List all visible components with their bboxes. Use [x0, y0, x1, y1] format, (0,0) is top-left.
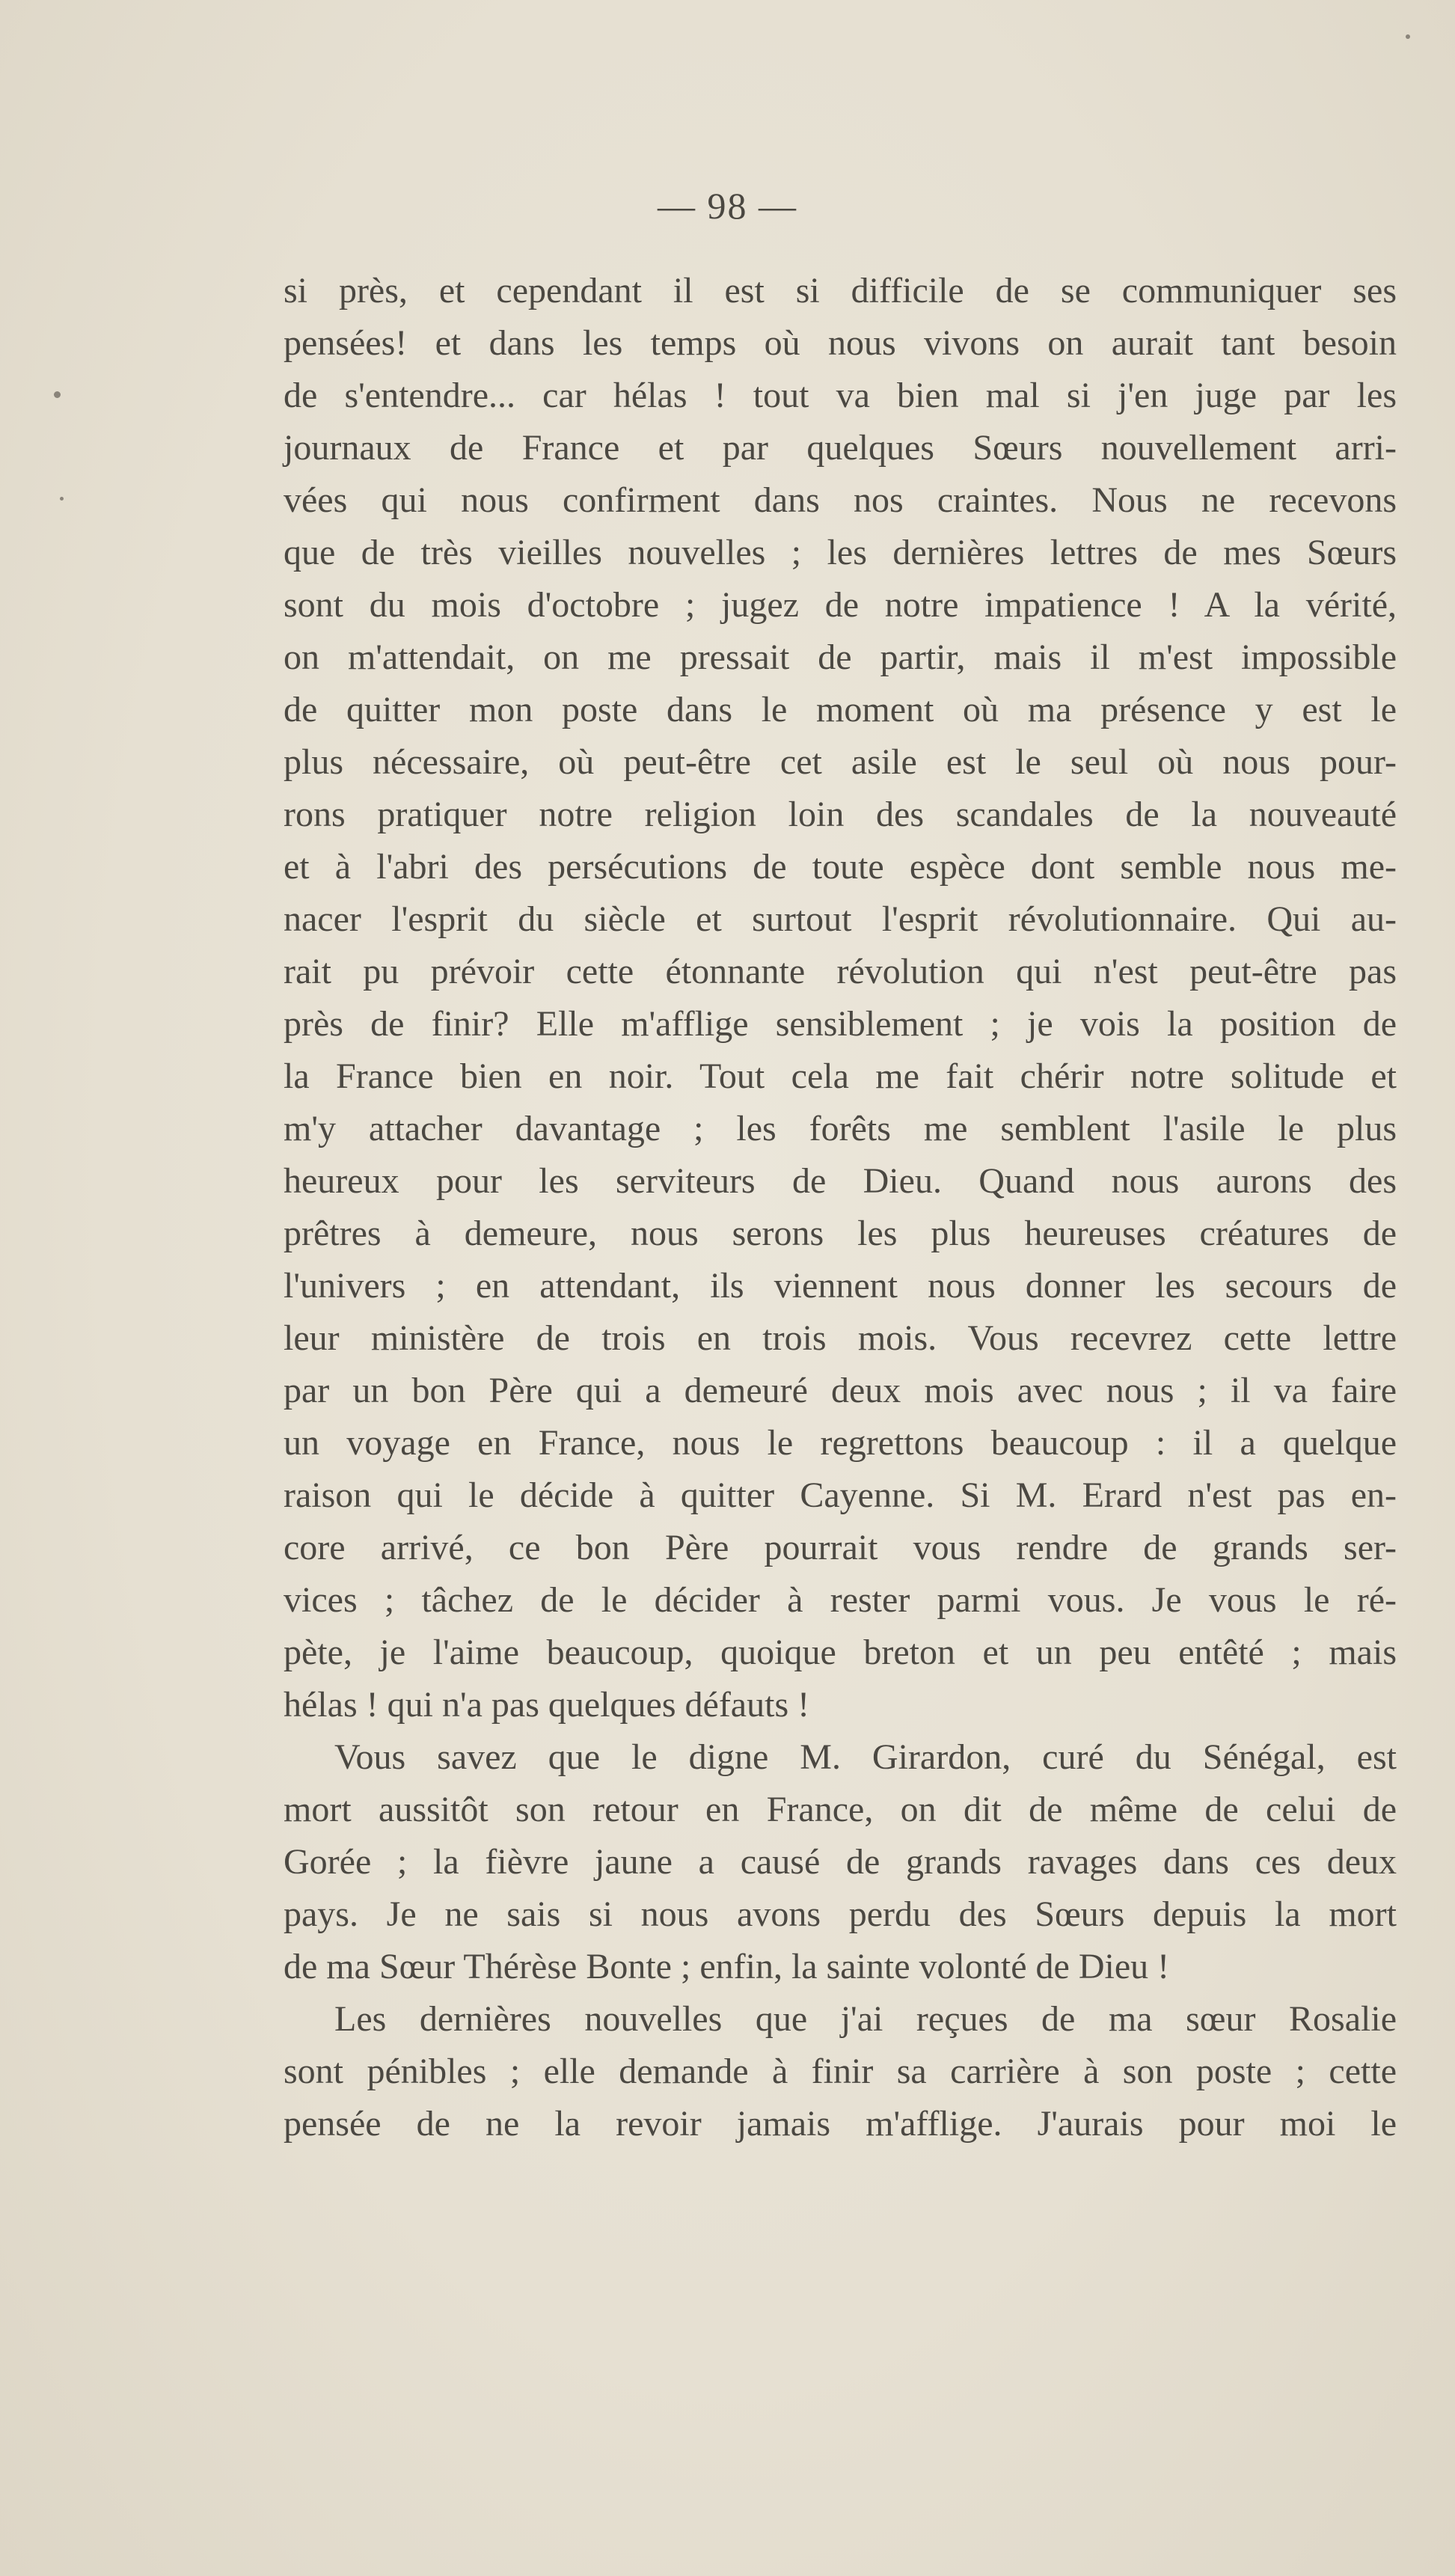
ink-speck	[1406, 34, 1410, 39]
text-line: leur ministère de trois en trois mois. Vous recevrez cette lettre	[284, 1318, 1397, 1358]
text-line: de s'entendre... car hélas ! tout va bien mal si j'en juge par les	[284, 376, 1397, 415]
paragraph-end-line: de ma Sœur Thérèse Bonte ; enfin, la sainte volonté de Dieu !	[284, 1947, 1170, 1986]
text-line: par un bon Père qui a demeuré deux mois avec nous ; il va faire	[284, 1371, 1397, 1410]
text-line: que de très vieilles nouvelles ; les dernières lettres de mes Sœurs	[284, 533, 1397, 572]
text-line: rons pratiquer notre religion loin des scandales de la nouveauté	[284, 795, 1397, 834]
text-line: pensée de ne la revoir jamais m'afflige. J'aurais pour moi le	[284, 2104, 1397, 2144]
paragraph-end-line: hélas ! qui n'a pas quelques défauts !	[284, 1685, 810, 1725]
text-line: rait pu prévoir cette étonnante révolution qui n'est peut-être pas	[284, 952, 1397, 991]
text-line: si près, et cependant il est si difficile de se communiquer ses	[284, 271, 1397, 310]
text-line: près de finir? Elle m'afflige sensiblement ; je vois la position de	[284, 1004, 1397, 1044]
text-line: un voyage en France, nous le regrettons beaucoup : il a quelque	[284, 1423, 1397, 1463]
text-line: mort aussitôt son retour en France, on dit de même de celui de	[284, 1790, 1397, 1829]
text-line: sont pénibles ; elle demande à finir sa carrière à son poste ; cette	[284, 2052, 1397, 2091]
text-line: raison qui le décide à quitter Cayenne. Si M. Erard n'est pas en-	[284, 1475, 1397, 1515]
text-line: l'univers ; en attendant, ils viennent nous donner les secours de	[284, 1266, 1397, 1306]
text-line: pays. Je ne sais si nous avons perdu des Sœurs depuis la mort	[284, 1894, 1397, 1934]
text-line: la France bien en noir. Tout cela me fait chérir notre solitude et	[284, 1056, 1397, 1096]
text-line: core arrivé, ce bon Père pourrait vous rendre de grands ser-	[284, 1528, 1397, 1567]
page-number: — 98 —	[658, 185, 797, 227]
paragraph-start-line: Vous savez que le digne M. Girardon, curé du Sénégal, est	[334, 1737, 1397, 1777]
text-line: sont du mois d'octobre ; jugez de notre impatience ! A la vérité,	[284, 585, 1397, 625]
text-line: vées qui nous confirment dans nos craintes. Nous ne recevons	[284, 480, 1397, 520]
text-line: nacer l'esprit du siècle et surtout l'esprit révolutionnaire. Qui au-	[284, 899, 1397, 939]
text-line: heureux pour les serviteurs de Dieu. Quand nous aurons des	[284, 1161, 1397, 1201]
text-line: prêtres à demeure, nous serons les plus heureuses créatures de	[284, 1214, 1397, 1253]
ink-speck	[60, 497, 64, 501]
text-line: pète, je l'aime beaucoup, quoique breton et un peu entêté ; mais	[284, 1633, 1397, 1672]
ink-speck	[54, 391, 61, 398]
text-line: plus nécessaire, où peut-être cet asile est le seul où nous pour-	[284, 742, 1397, 782]
text-line: pensées! et dans les temps où nous vivons on aurait tant besoin	[284, 323, 1397, 363]
body-text	[284, 265, 1397, 2150]
text-line: journaux de France et par quelques Sœurs nouvellement arri-	[284, 428, 1397, 468]
text-line: vices ; tâchez de le décider à rester parmi vous. Je vous le ré-	[284, 1580, 1397, 1620]
text-line: on m'attendait, on me pressait de partir, mais il m'est impossible	[284, 637, 1397, 677]
text-line: Gorée ; la fièvre jaune a causé de grands ravages dans ces deux	[284, 1842, 1397, 1882]
text-line: de quitter mon poste dans le moment où ma présence y est le	[284, 690, 1397, 729]
text-line: et à l'abri des persécutions de toute espèce dont semble nous me-	[284, 847, 1397, 887]
paragraph-start-line: Les dernières nouvelles que j'ai reçues de ma sœur Rosalie	[334, 1999, 1397, 2039]
text-line: m'y attacher davantage ; les forêts me semblent l'asile le plus	[284, 1109, 1397, 1148]
